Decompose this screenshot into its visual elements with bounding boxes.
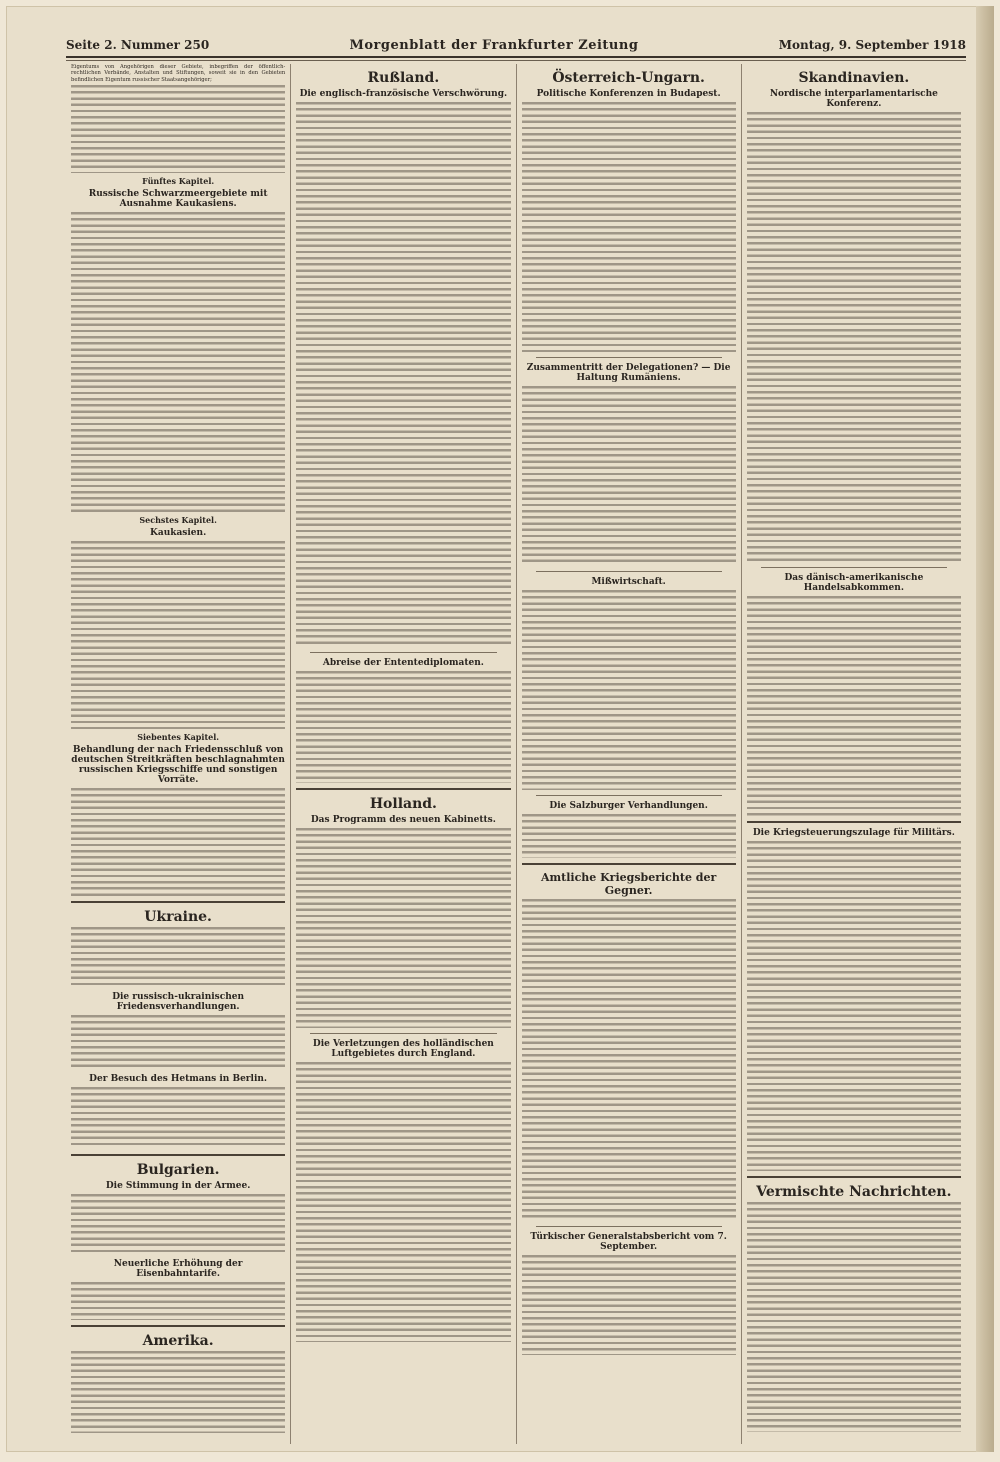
ukraine-heading: Ukraine. <box>144 908 212 925</box>
amerika-heading: Amerika. <box>142 1332 214 1349</box>
russland-heading: Rußland. <box>367 70 440 86</box>
vermischte-heading: Vermischte Nachrichten. <box>756 1184 952 1200</box>
divider <box>71 1154 285 1156</box>
page-number: Seite 2. Nummer 250 <box>66 38 210 52</box>
divider <box>536 795 722 796</box>
konferenz-subheading: Nordische interparlamentarische Konferenz. <box>769 89 938 109</box>
text-block <box>296 828 510 1028</box>
text-block <box>71 1194 285 1256</box>
text-block <box>522 386 736 566</box>
salzburg-subheading: Die Salzburger Verhandlungen. <box>549 801 708 811</box>
divider <box>296 788 510 790</box>
misswirtschaft-subheading: Mißwirtschaft. <box>591 577 666 587</box>
holland-subheading-1: Das Programm des neuen Kabinetts. <box>310 815 496 825</box>
column-2 <box>291 64 516 1444</box>
divider <box>536 571 722 572</box>
text-block <box>296 102 510 647</box>
text-block <box>71 541 285 729</box>
text-block <box>71 1351 285 1433</box>
divider <box>747 1176 961 1178</box>
divider <box>522 863 736 865</box>
column-3 <box>517 64 742 1444</box>
masthead <box>66 34 966 58</box>
text-block <box>71 1282 285 1320</box>
divider <box>747 821 961 823</box>
page-edge <box>976 6 994 1452</box>
divider <box>71 901 285 903</box>
text-block <box>522 102 736 352</box>
text-block <box>522 814 736 858</box>
newspaper-page <box>6 6 994 1452</box>
russland-subheading: Die englisch-französische Verschwörung. <box>299 89 508 99</box>
column-4 <box>742 64 966 1444</box>
issue-date: Montag, 9. September 1918 <box>778 38 966 52</box>
budapest-subheading: Politische Konferenzen in Budapest. <box>536 89 721 99</box>
divider <box>536 1226 722 1227</box>
text-block <box>71 85 285 173</box>
masthead-rule <box>66 60 966 61</box>
divider <box>536 357 722 358</box>
text-block <box>747 596 961 816</box>
divider <box>310 1033 496 1034</box>
divider <box>71 1325 285 1327</box>
text-block <box>296 671 510 783</box>
kriegsberichte-heading: Amtliche Kriegsberichte der Gegner. <box>540 871 717 897</box>
text-block <box>522 899 736 1221</box>
holland-subheading-2: Die Verletzungen des holländischen Luftgebietes durch England. <box>312 1039 494 1059</box>
text-block <box>71 927 285 989</box>
section-5-heading: Fünftes Kapitel. <box>142 175 215 186</box>
teuerungszulage-subheading: Die Kriegsteuerungszulage für Militärs. <box>752 828 955 838</box>
holland-heading: Holland. <box>369 796 437 812</box>
text-block <box>71 788 285 896</box>
columns <box>66 64 966 1444</box>
handelsabkommen-subheading: Das dänisch-amerikanische Handelsabkommen. <box>784 573 924 593</box>
delegationen-subheading: Zusammentritt der Delegationen? — Die Haltung Rumäniens. <box>526 363 731 383</box>
intro-paragraph: Eigentums von Angehörigen dieser Gebiete, inbegriffen der öffentlich-rechtlichen Verbände, Anstalten und Stiftungen, soweit sie in den Gebieten befindlichen Eigentum russischer Staatsangehöriger; <box>71 64 286 83</box>
text-block <box>522 590 736 790</box>
column-1 <box>66 64 291 1444</box>
text-block <box>747 841 961 1171</box>
text-block <box>71 1087 285 1149</box>
hetman-subheading: Der Besuch des Hetmans in Berlin. <box>89 1073 268 1084</box>
bulgarien-heading: Bulgarien. <box>136 1161 220 1178</box>
entente-diplomats-subheading: Abreise der Ententediplomaten. <box>322 658 484 668</box>
text-block <box>296 1062 510 1342</box>
section-7-title: Behandlung der nach Friedensschluß von deutschen Streitkräften beschlagnahmten russischen Kriegsschiffe und sonstigen Vorräte. <box>71 744 285 785</box>
divider <box>761 567 947 568</box>
newspaper-title: Morgenblatt der Frankfurter Zeitung <box>349 37 639 53</box>
section-5-title: Russische Schwarzmeergebiete mit Ausnahme Kaukasiens. <box>88 188 268 209</box>
section-6-heading: Sechstes Kapitel. <box>139 514 217 525</box>
bulgarien-subheading-2: Neuerliche Erhöhung der Eisenbahntarife. <box>113 1258 243 1279</box>
bulgarien-subheading-1: Die Stimmung in der Armee. <box>105 1180 251 1191</box>
text-block <box>747 112 961 562</box>
text-block <box>522 1255 736 1355</box>
section-6-title: Kaukasien. <box>150 527 207 538</box>
section-7-heading: Siebentes Kapitel. <box>137 731 220 742</box>
divider <box>310 652 496 653</box>
skandinavien-heading: Skandinavien. <box>798 70 910 86</box>
oesterreich-heading: Österreich-Ungarn. <box>552 70 705 86</box>
ukraine-subheading: Die russisch-ukrainischen Friedensverhandlungen. <box>112 991 245 1012</box>
text-block <box>747 1202 961 1432</box>
text-block <box>71 1015 285 1071</box>
text-block <box>71 212 285 512</box>
tuerkisch-subheading: Türkischer Generalstabsbericht vom 7. September. <box>530 1232 727 1252</box>
